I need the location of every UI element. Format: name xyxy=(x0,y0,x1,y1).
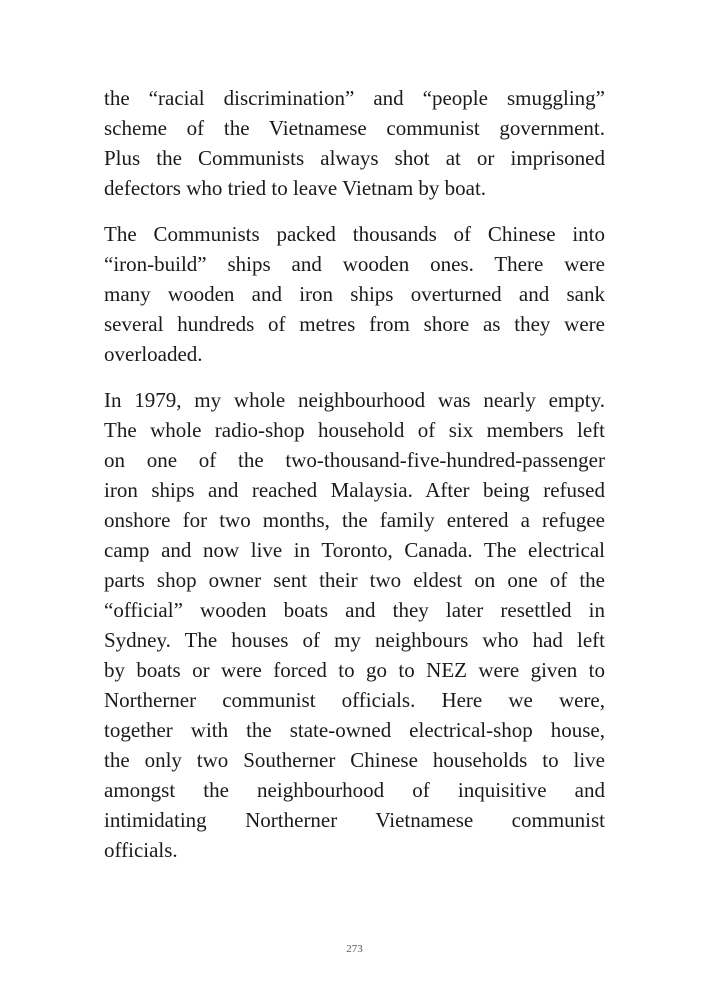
text-line: the only two Southerner Chinese households to live xyxy=(104,748,605,772)
text-line: In 1979, my whole neighbourhood was nearly empty. xyxy=(104,388,605,412)
text-line: overloaded. xyxy=(104,342,203,366)
text-line: Northerner communist officials. Here we were, xyxy=(104,688,605,712)
text-line: onshore for two months, the family entered a refugee xyxy=(104,508,605,532)
text-line: the “racial discrimination” and “people smuggling” xyxy=(104,86,605,110)
text-line: iron ships and reached Malaysia. After being refused xyxy=(104,478,605,502)
text-line: defectors who tried to leave Vietnam by boat. xyxy=(104,176,487,200)
paragraph-1 xyxy=(104,83,605,203)
text-line: by boats or were forced to go to NEZ were given to xyxy=(104,658,605,682)
paragraph-3 xyxy=(104,385,605,865)
text-line: intimidating Northerner Vietnamese communist xyxy=(104,808,605,832)
text-line: Sydney. The houses of my neighbours who had left xyxy=(104,628,605,652)
page-body xyxy=(104,83,605,881)
page-number: 273 xyxy=(346,943,363,955)
text-line: many wooden and iron ships overturned and sank xyxy=(104,282,605,306)
text-line: The whole radio-shop household of six members left xyxy=(104,418,605,442)
text-line: together with the state-owned electrical-shop house, xyxy=(104,718,605,742)
paragraph-2 xyxy=(104,219,605,369)
text-line: several hundreds of metres from shore as they were xyxy=(104,312,605,336)
text-line: amongst the neighbourhood of inquisitive and xyxy=(104,778,605,802)
text-line: parts shop owner sent their two eldest on one of the xyxy=(104,568,605,592)
text-line: The Communists packed thousands of Chinese into xyxy=(104,222,605,246)
text-line: officials. xyxy=(104,838,178,862)
text-line: camp and now live in Toronto, Canada. The electrical xyxy=(104,538,605,562)
text-line: “official” wooden boats and they later resettled in xyxy=(104,598,605,622)
text-line: scheme of the Vietnamese communist government. xyxy=(104,116,605,140)
text-line: on one of the two-thousand-five-hundred-passenger xyxy=(104,448,605,472)
text-line: Plus the Communists always shot at or imprisoned xyxy=(104,146,605,170)
text-line: “iron-build” ships and wooden ones. There were xyxy=(104,252,605,276)
